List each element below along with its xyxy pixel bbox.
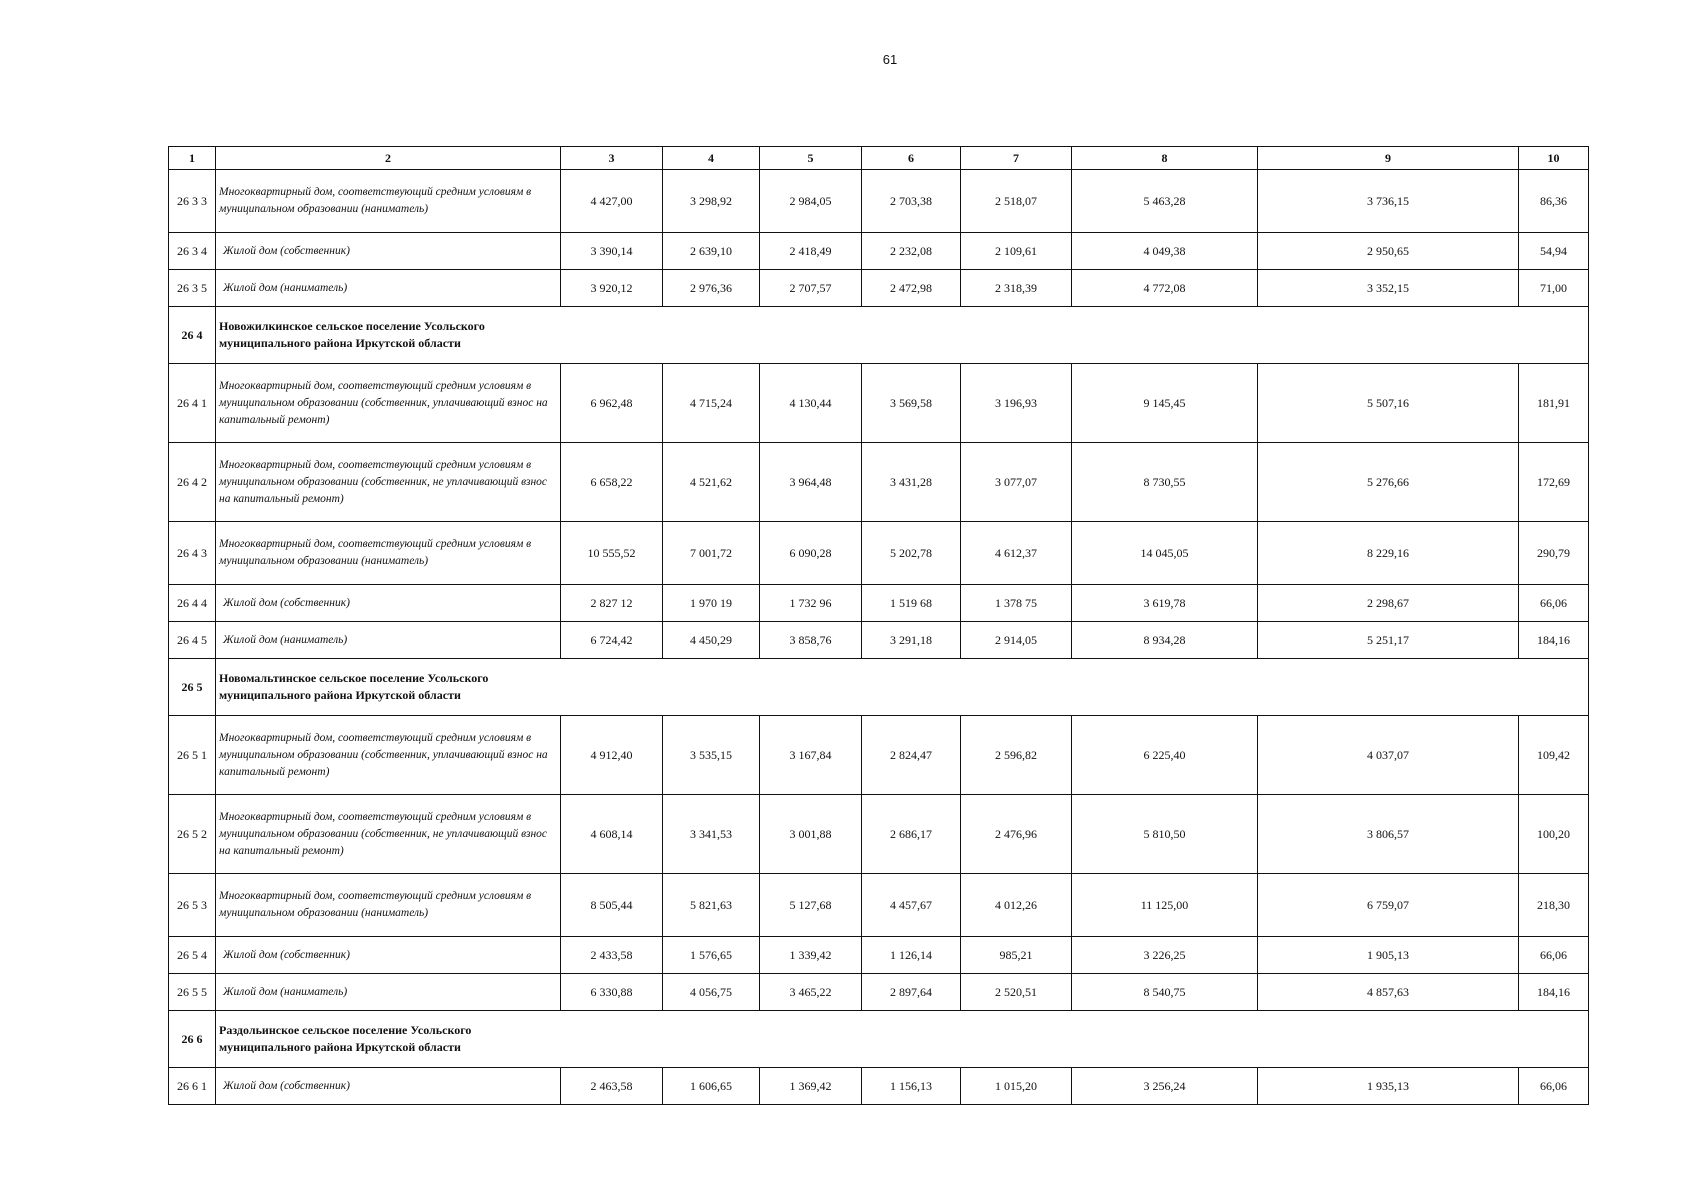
value-cell-col-9: 5 251,17 bbox=[1258, 622, 1519, 659]
value-cell-col-3: 2 827 12 bbox=[561, 585, 663, 622]
row-code: 26 6 1 bbox=[169, 1068, 216, 1105]
column-header: 6 bbox=[862, 147, 961, 170]
value-cell-col-8: 8 540,75 bbox=[1072, 974, 1258, 1011]
value-cell-col-10: 66,06 bbox=[1519, 937, 1589, 974]
section-title: Новожилкинское сельское поселение Усольского муниципального района Иркутской области bbox=[219, 319, 485, 350]
row-description: Многоквартирный дом, соответствующий средним условиям в муниципальном образовании (наниматель) bbox=[216, 522, 561, 585]
value-cell-col-4: 4 521,62 bbox=[663, 443, 760, 522]
value-cell-col-5: 4 130,44 bbox=[760, 364, 862, 443]
value-cell-col-3: 4 427,00 bbox=[561, 170, 663, 233]
table-row bbox=[169, 874, 1589, 937]
value-cell-col-9: 1 935,13 bbox=[1258, 1068, 1519, 1105]
table-row bbox=[169, 937, 1589, 974]
value-cell-col-3: 3 920,12 bbox=[561, 270, 663, 307]
value-cell-col-5: 3 167,84 bbox=[760, 716, 862, 795]
section-code: 26 4 bbox=[169, 307, 216, 364]
table-body bbox=[169, 170, 1589, 1105]
value-cell-col-9: 2 950,65 bbox=[1258, 233, 1519, 270]
value-cell-col-7: 2 596,82 bbox=[961, 716, 1072, 795]
value-cell-col-3: 4 608,14 bbox=[561, 795, 663, 874]
value-cell-col-7: 2 109,61 bbox=[961, 233, 1072, 270]
value-cell-col-5: 5 127,68 bbox=[760, 874, 862, 937]
row-code: 26 5 1 bbox=[169, 716, 216, 795]
value-cell-col-3: 2 463,58 bbox=[561, 1068, 663, 1105]
row-code: 26 3 4 bbox=[169, 233, 216, 270]
row-description: Жилой дом (собственник) bbox=[216, 937, 561, 974]
section-row bbox=[169, 1011, 1589, 1068]
section-title-cell bbox=[216, 659, 1589, 716]
value-cell-col-4: 1 576,65 bbox=[663, 937, 760, 974]
value-cell-col-10: 290,79 bbox=[1519, 522, 1589, 585]
value-cell-col-6: 5 202,78 bbox=[862, 522, 961, 585]
page-number: 61 bbox=[882, 52, 898, 67]
value-cell-col-9: 5 276,66 bbox=[1258, 443, 1519, 522]
value-cell-col-7: 3 196,93 bbox=[961, 364, 1072, 443]
column-header: 7 bbox=[961, 147, 1072, 170]
value-cell-col-7: 1 015,20 bbox=[961, 1068, 1072, 1105]
table-row bbox=[169, 622, 1589, 659]
value-cell-col-8: 8 730,55 bbox=[1072, 443, 1258, 522]
value-cell-col-8: 6 225,40 bbox=[1072, 716, 1258, 795]
row-description: Жилой дом (собственник) bbox=[216, 233, 561, 270]
value-cell-col-9: 1 905,13 bbox=[1258, 937, 1519, 974]
value-cell-col-6: 3 431,28 bbox=[862, 443, 961, 522]
value-cell-col-6: 3 569,58 bbox=[862, 364, 961, 443]
value-cell-col-5: 3 465,22 bbox=[760, 974, 862, 1011]
section-title-cell bbox=[216, 1011, 1589, 1068]
value-cell-col-4: 3 341,53 bbox=[663, 795, 760, 874]
value-cell-col-8: 5 463,28 bbox=[1072, 170, 1258, 233]
column-header: 8 bbox=[1072, 147, 1258, 170]
table-row bbox=[169, 233, 1589, 270]
column-header: 9 bbox=[1258, 147, 1519, 170]
value-cell-col-5: 3 858,76 bbox=[760, 622, 862, 659]
value-cell-col-3: 6 658,22 bbox=[561, 443, 663, 522]
row-description: Жилой дом (наниматель) bbox=[216, 270, 561, 307]
value-cell-col-4: 4 715,24 bbox=[663, 364, 760, 443]
row-code: 26 5 4 bbox=[169, 937, 216, 974]
tariff-table bbox=[168, 146, 1589, 1105]
value-cell-col-8: 4 772,08 bbox=[1072, 270, 1258, 307]
column-header: 5 bbox=[760, 147, 862, 170]
section-code: 26 6 bbox=[169, 1011, 216, 1068]
row-code: 26 5 5 bbox=[169, 974, 216, 1011]
value-cell-col-6: 1 126,14 bbox=[862, 937, 961, 974]
section-row bbox=[169, 659, 1589, 716]
value-cell-col-9: 6 759,07 bbox=[1258, 874, 1519, 937]
column-header: 3 bbox=[561, 147, 663, 170]
row-code: 26 3 5 bbox=[169, 270, 216, 307]
value-cell-col-4: 1 606,65 bbox=[663, 1068, 760, 1105]
value-cell-col-6: 2 824,47 bbox=[862, 716, 961, 795]
value-cell-col-6: 2 897,64 bbox=[862, 974, 961, 1011]
value-cell-col-7: 2 318,39 bbox=[961, 270, 1072, 307]
section-title: Раздольинское сельское поселение Усольского муниципального района Иркутской области bbox=[219, 1023, 472, 1054]
value-cell-col-7: 3 077,07 bbox=[961, 443, 1072, 522]
value-cell-col-9: 3 352,15 bbox=[1258, 270, 1519, 307]
column-header: 1 bbox=[169, 147, 216, 170]
row-code: 26 4 5 bbox=[169, 622, 216, 659]
table-row bbox=[169, 270, 1589, 307]
row-description: Многоквартирный дом, соответствующий средним условиям в муниципальном образовании (собственник, не уплачивающий взнос на капитальный ремонт) bbox=[216, 795, 561, 874]
value-cell-col-4: 4 450,29 bbox=[663, 622, 760, 659]
section-row bbox=[169, 307, 1589, 364]
value-cell-col-7: 2 518,07 bbox=[961, 170, 1072, 233]
row-description: Многоквартирный дом, соответствующий средним условиям в муниципальном образовании (собственник, не уплачивающий взнос на капитальный ремонт) bbox=[216, 443, 561, 522]
value-cell-col-5: 1 339,42 bbox=[760, 937, 862, 974]
value-cell-col-4: 3 535,15 bbox=[663, 716, 760, 795]
row-code: 26 5 3 bbox=[169, 874, 216, 937]
value-cell-col-8: 3 619,78 bbox=[1072, 585, 1258, 622]
value-cell-col-9: 2 298,67 bbox=[1258, 585, 1519, 622]
value-cell-col-7: 4 612,37 bbox=[961, 522, 1072, 585]
value-cell-col-3: 4 912,40 bbox=[561, 716, 663, 795]
table-row bbox=[169, 1068, 1589, 1105]
value-cell-col-4: 4 056,75 bbox=[663, 974, 760, 1011]
value-cell-col-10: 71,00 bbox=[1519, 270, 1589, 307]
value-cell-col-5: 3 964,48 bbox=[760, 443, 862, 522]
table-header-row bbox=[169, 147, 1589, 170]
row-description: Жилой дом (собственник) bbox=[216, 585, 561, 622]
row-description: Жилой дом (наниматель) bbox=[216, 974, 561, 1011]
value-cell-col-3: 8 505,44 bbox=[561, 874, 663, 937]
value-cell-col-4: 5 821,63 bbox=[663, 874, 760, 937]
value-cell-col-3: 6 962,48 bbox=[561, 364, 663, 443]
value-cell-col-10: 184,16 bbox=[1519, 974, 1589, 1011]
row-code: 26 4 2 bbox=[169, 443, 216, 522]
value-cell-col-8: 3 226,25 bbox=[1072, 937, 1258, 974]
value-cell-col-5: 6 090,28 bbox=[760, 522, 862, 585]
value-cell-col-3: 6 724,42 bbox=[561, 622, 663, 659]
value-cell-col-10: 109,42 bbox=[1519, 716, 1589, 795]
value-cell-col-7: 2 476,96 bbox=[961, 795, 1072, 874]
value-cell-col-9: 8 229,16 bbox=[1258, 522, 1519, 585]
value-cell-col-8: 8 934,28 bbox=[1072, 622, 1258, 659]
value-cell-col-8: 11 125,00 bbox=[1072, 874, 1258, 937]
column-header: 4 bbox=[663, 147, 760, 170]
section-code: 26 5 bbox=[169, 659, 216, 716]
row-code: 26 4 4 bbox=[169, 585, 216, 622]
value-cell-col-6: 3 291,18 bbox=[862, 622, 961, 659]
value-cell-col-9: 5 507,16 bbox=[1258, 364, 1519, 443]
value-cell-col-6: 2 703,38 bbox=[862, 170, 961, 233]
value-cell-col-4: 1 970 19 bbox=[663, 585, 760, 622]
value-cell-col-7: 985,21 bbox=[961, 937, 1072, 974]
value-cell-col-10: 181,91 bbox=[1519, 364, 1589, 443]
value-cell-col-7: 4 012,26 bbox=[961, 874, 1072, 937]
value-cell-col-9: 4 037,07 bbox=[1258, 716, 1519, 795]
row-description: Жилой дом (наниматель) bbox=[216, 622, 561, 659]
value-cell-col-5: 2 984,05 bbox=[760, 170, 862, 233]
row-code: 26 5 2 bbox=[169, 795, 216, 874]
value-cell-col-4: 3 298,92 bbox=[663, 170, 760, 233]
row-description: Многоквартирный дом, соответствующий средним условиям в муниципальном образовании (собственник, уплачивающий взнос на капитальный ремонт) bbox=[216, 364, 561, 443]
row-description: Многоквартирный дом, соответствующий средним условиям в муниципальном образовании (наниматель) bbox=[216, 170, 561, 233]
value-cell-col-7: 2 914,05 bbox=[961, 622, 1072, 659]
section-title-cell bbox=[216, 307, 1589, 364]
table-row bbox=[169, 522, 1589, 585]
value-cell-col-10: 172,69 bbox=[1519, 443, 1589, 522]
value-cell-col-3: 2 433,58 bbox=[561, 937, 663, 974]
value-cell-col-10: 66,06 bbox=[1519, 1068, 1589, 1105]
value-cell-col-10: 218,30 bbox=[1519, 874, 1589, 937]
value-cell-col-10: 86,36 bbox=[1519, 170, 1589, 233]
value-cell-col-5: 1 369,42 bbox=[760, 1068, 862, 1105]
value-cell-col-5: 2 707,57 bbox=[760, 270, 862, 307]
row-code: 26 4 1 bbox=[169, 364, 216, 443]
table-row bbox=[169, 795, 1589, 874]
value-cell-col-9: 3 736,15 bbox=[1258, 170, 1519, 233]
section-title: Новомальтинское сельское поселение Усольского муниципального района Иркутской области bbox=[219, 671, 489, 702]
value-cell-col-10: 100,20 bbox=[1519, 795, 1589, 874]
value-cell-col-7: 2 520,51 bbox=[961, 974, 1072, 1011]
column-header: 2 bbox=[216, 147, 561, 170]
table-row bbox=[169, 364, 1589, 443]
value-cell-col-3: 6 330,88 bbox=[561, 974, 663, 1011]
value-cell-col-9: 4 857,63 bbox=[1258, 974, 1519, 1011]
value-cell-col-6: 1 156,13 bbox=[862, 1068, 961, 1105]
row-description: Жилой дом (собственник) bbox=[216, 1068, 561, 1105]
value-cell-col-8: 5 810,50 bbox=[1072, 795, 1258, 874]
value-cell-col-10: 54,94 bbox=[1519, 233, 1589, 270]
row-code: 26 4 3 bbox=[169, 522, 216, 585]
value-cell-col-6: 4 457,67 bbox=[862, 874, 961, 937]
table-row bbox=[169, 443, 1589, 522]
value-cell-col-10: 66,06 bbox=[1519, 585, 1589, 622]
value-cell-col-4: 2 976,36 bbox=[663, 270, 760, 307]
value-cell-col-8: 9 145,45 bbox=[1072, 364, 1258, 443]
table-row bbox=[169, 585, 1589, 622]
value-cell-col-4: 2 639,10 bbox=[663, 233, 760, 270]
value-cell-col-7: 1 378 75 bbox=[961, 585, 1072, 622]
value-cell-col-9: 3 806,57 bbox=[1258, 795, 1519, 874]
value-cell-col-5: 2 418,49 bbox=[760, 233, 862, 270]
value-cell-col-6: 1 519 68 bbox=[862, 585, 961, 622]
value-cell-col-8: 3 256,24 bbox=[1072, 1068, 1258, 1105]
value-cell-col-3: 3 390,14 bbox=[561, 233, 663, 270]
table-row bbox=[169, 974, 1589, 1011]
row-description: Многоквартирный дом, соответствующий средним условиям в муниципальном образовании (наниматель) bbox=[216, 874, 561, 937]
table-row bbox=[169, 716, 1589, 795]
value-cell-col-8: 4 049,38 bbox=[1072, 233, 1258, 270]
value-cell-col-5: 1 732 96 bbox=[760, 585, 862, 622]
row-code: 26 3 3 bbox=[169, 170, 216, 233]
value-cell-col-3: 10 555,52 bbox=[561, 522, 663, 585]
value-cell-col-8: 14 045,05 bbox=[1072, 522, 1258, 585]
row-description: Многоквартирный дом, соответствующий средним условиям в муниципальном образовании (собственник, уплачивающий взнос на капитальный ремонт) bbox=[216, 716, 561, 795]
value-cell-col-10: 184,16 bbox=[1519, 622, 1589, 659]
value-cell-col-4: 7 001,72 bbox=[663, 522, 760, 585]
value-cell-col-5: 3 001,88 bbox=[760, 795, 862, 874]
table-row bbox=[169, 170, 1589, 233]
value-cell-col-6: 2 472,98 bbox=[862, 270, 961, 307]
value-cell-col-6: 2 232,08 bbox=[862, 233, 961, 270]
value-cell-col-6: 2 686,17 bbox=[862, 795, 961, 874]
column-header: 10 bbox=[1519, 147, 1589, 170]
